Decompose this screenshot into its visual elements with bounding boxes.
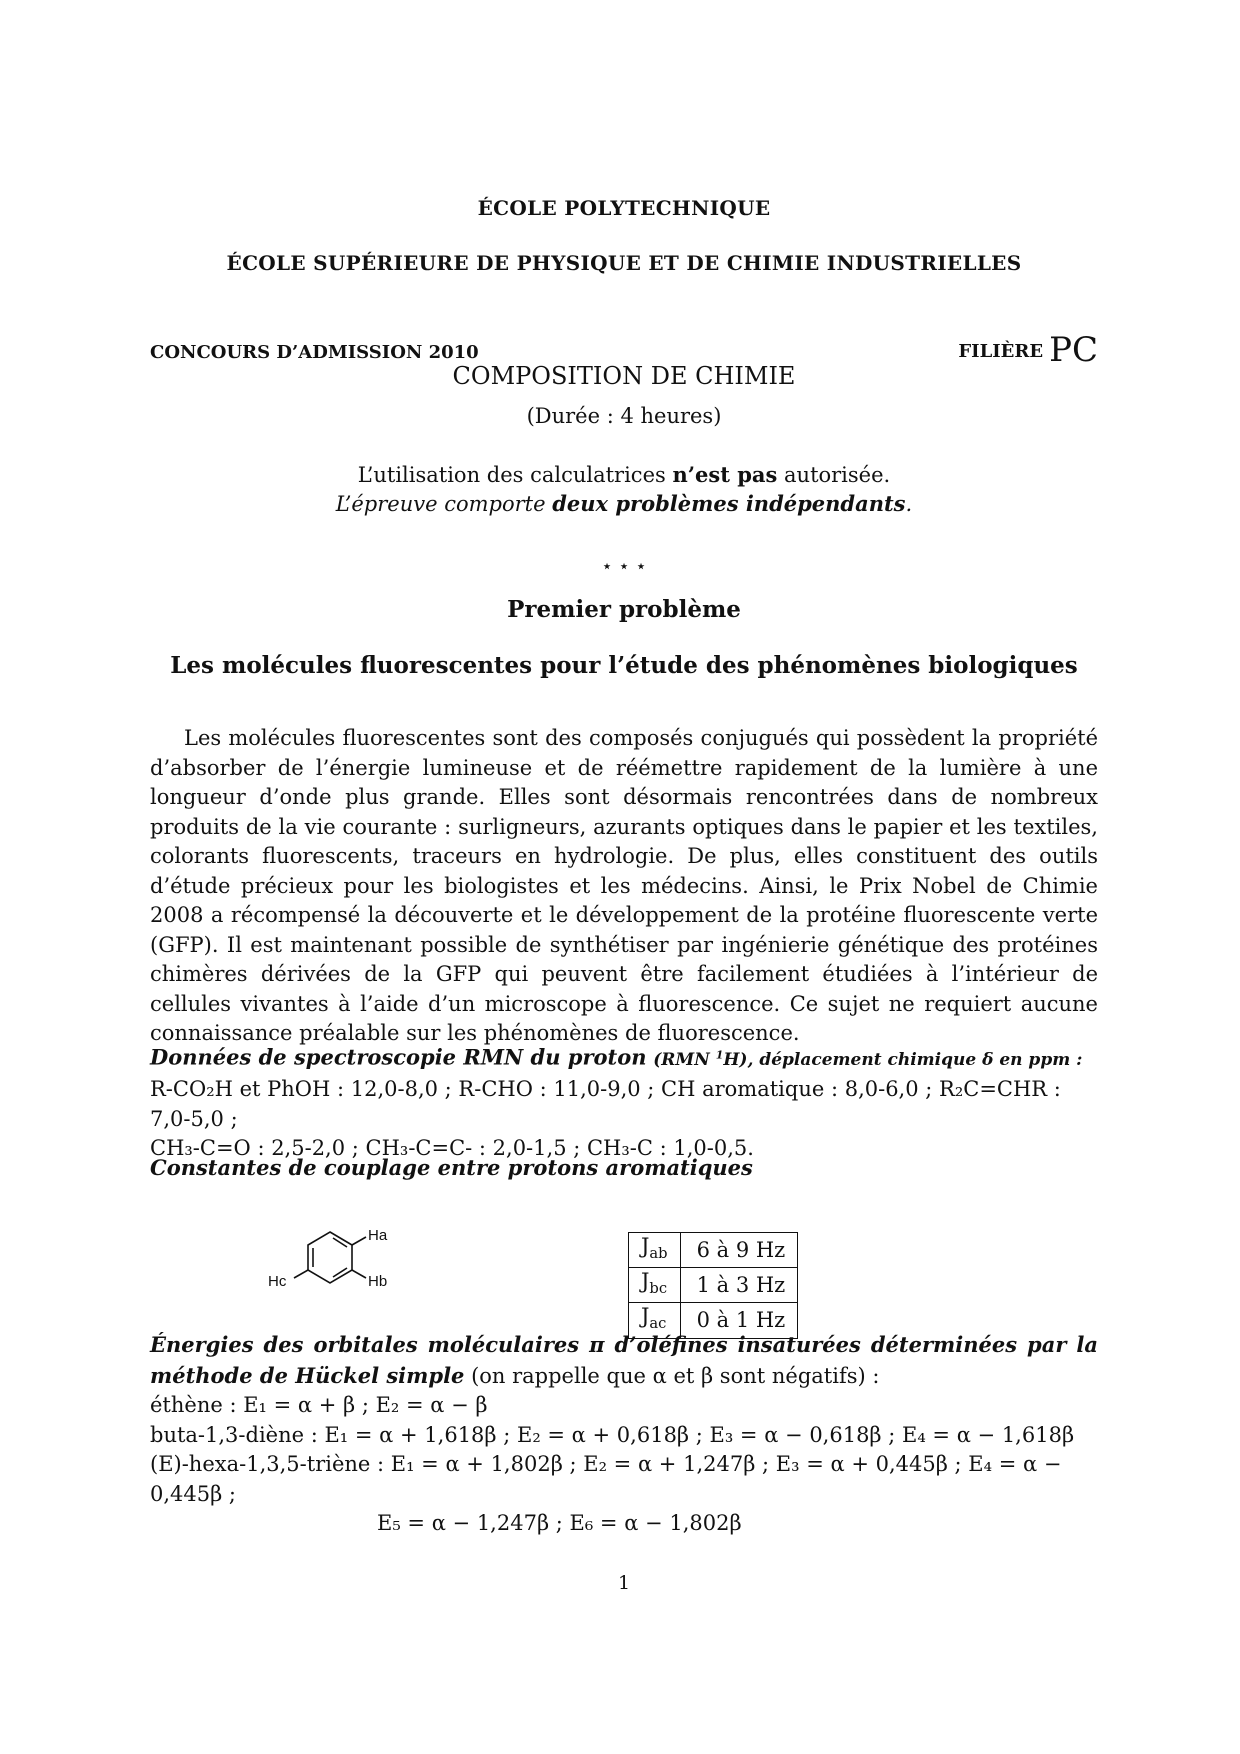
rmn-heading-sup: 1: [715, 1048, 724, 1061]
huckel-energies: [150, 1330, 1098, 1539]
label-ha: Ha: [368, 1227, 388, 1244]
calculator-note: [150, 462, 1098, 487]
bond-ha: [352, 1237, 366, 1245]
rmn-data: [150, 1040, 1098, 1164]
j-subscript: bc: [649, 1280, 668, 1298]
table-row: [629, 1233, 798, 1268]
ethene-energies: éthène : E₁ = α + β ; E₂ = α − β: [150, 1393, 488, 1417]
filiere-value: PC: [1049, 330, 1098, 370]
concours-label: CONCOURS D’ADMISSION 2010: [150, 342, 479, 363]
j-symbol: J: [641, 1234, 650, 1258]
calc-text-post: autorisée.: [777, 463, 891, 487]
coupling-value: 0 à 1 Hz: [680, 1303, 798, 1338]
intro-paragraph: Les molécules fluorescentes sont des composés conjugués qui possèdent la propriété d’absorber de l’énergie lumineuse et de réémettre rapidement de la lumière à une longueur d’onde plus grande. Elles sont désormais rencontrées dans de nombreux produits de la vie courante : surligneurs, azurants optiques dans le papier et les textiles, colorants fluorescents, traceurs en hydrologie. De plus, elles constituent des outils d’étude précieux pour les biologistes et les médecins. Ainsi, le Prix Nobel de Chimie 2008 a récompensé la découverte et le développement de la protéine fluorescente verte (GFP). Il est maintenant possible de synthétiser par ingénierie génétique des protéines chimères dérivées de la GFP qui peuvent être facilement étudiées à l’intérieur de cellules vivantes à l’aide d’un microscope à fluorescence. Ce sujet ne requiert aucune connaissance préalable sur les phénomènes de fluorescence.: [150, 726, 1098, 1045]
school-name-1: ÉCOLE POLYTECHNIQUE: [477, 196, 771, 220]
problem-subtitle: Les molécules fluorescentes pour l’étude des phénomènes biologiques: [170, 652, 1078, 679]
huckel-heading-post: (on rappelle que α et β sont négatifs) :: [464, 1363, 880, 1388]
label-hc: Hc: [268, 1273, 287, 1290]
rmn-heading-small: [653, 1050, 1082, 1070]
exam-duration: (Durée : 4 heures): [526, 404, 722, 428]
coupling-table: [628, 1232, 798, 1339]
exam-title: COMPOSITION DE CHIMIE: [452, 362, 796, 390]
j-subscript: ac: [649, 1315, 667, 1333]
rmn-line-2: CH₃-C=O : 2,5-2,0 ; CH₃-C=C- : 2,0-1,5 ; CH₃-C : 1,0-0,5.: [150, 1136, 754, 1161]
rmn-line-1: R-CO₂H et PhOH : 12,0-8,0 ; R-CHO : 11,0-9,0 ; CH aromatique : 8,0-6,0 ; R₂C=CHR : 7,0-5,0 ;: [150, 1077, 1061, 1131]
hexatriene-energies-2: E₅ = α − 1,247β ; E₆ = α − 1,802β: [377, 1511, 742, 1535]
label-hb: Hb: [368, 1273, 388, 1290]
coupling-value: 1 à 3 Hz: [680, 1268, 798, 1303]
epreuve-text-pre: L’épreuve comporte: [335, 492, 553, 516]
epreuve-text-bold: deux problèmes indépendants: [552, 491, 906, 516]
huckel-heading-paragraph: [150, 1330, 1098, 1391]
epreuve-note: [150, 491, 1098, 516]
hexatriene-energies-1: (E)-hexa-1,3,5-triène : E₁ = α + 1,802β ; E₂ = α + 1,247β ; E₃ = α + 0,445β ; E₄ = α − 0,445β ;: [150, 1452, 1062, 1506]
j-subscript: ab: [649, 1245, 668, 1263]
huckel-heading: Énergies des orbitales moléculaires π d’oléfines insaturées déterminées par la méthode de Hückel simple: [150, 1332, 1098, 1388]
toluene-structure-diagram: [260, 1220, 400, 1310]
bond-hc: [294, 1270, 308, 1278]
separator-stars: ⋆ ⋆ ⋆: [601, 556, 647, 577]
rmn-heading: Données de spectroscopie RMN du proton: [150, 1044, 647, 1070]
ring-outline: [308, 1232, 352, 1283]
epreuve-text-post: .: [905, 492, 913, 516]
ring-double-bond-2: [333, 1268, 347, 1277]
coupling-name: [629, 1233, 681, 1268]
calc-text-pre: L’utilisation des calculatrices: [357, 463, 673, 487]
school-name-2: ÉCOLE SUPÉRIEURE DE PHYSIQUE ET DE CHIMIE INDUSTRIELLES: [226, 251, 1022, 275]
problem-title: Premier problème: [507, 596, 741, 623]
ring-double-bond-1: [333, 1238, 347, 1247]
coupling-name: [629, 1268, 681, 1303]
filiere-label: FILIÈRE: [958, 341, 1044, 362]
page-number: 1: [617, 1572, 631, 1594]
rmn-heading-small-pre: (RMN: [653, 1049, 710, 1070]
bond-hb: [352, 1270, 366, 1278]
j-symbol: J: [641, 1269, 650, 1294]
j-symbol: J: [641, 1304, 650, 1329]
coupling-value: 6 à 9 Hz: [680, 1233, 798, 1268]
benzene-ring: [294, 1232, 366, 1283]
calc-text-bold: n’est pas: [672, 462, 778, 487]
table-row: [629, 1268, 798, 1303]
coupling-heading: Constantes de couplage entre protons aromatiques: [150, 1155, 753, 1180]
rmn-heading-small-post: H), déplacement chimique δ en ppm :: [723, 1049, 1083, 1070]
butadiene-energies: buta-1,3-diène : E₁ = α + 1,618β ; E₂ = α + 0,618β ; E₃ = α − 0,618β ; E₄ = α − 1,618β: [150, 1422, 1075, 1447]
